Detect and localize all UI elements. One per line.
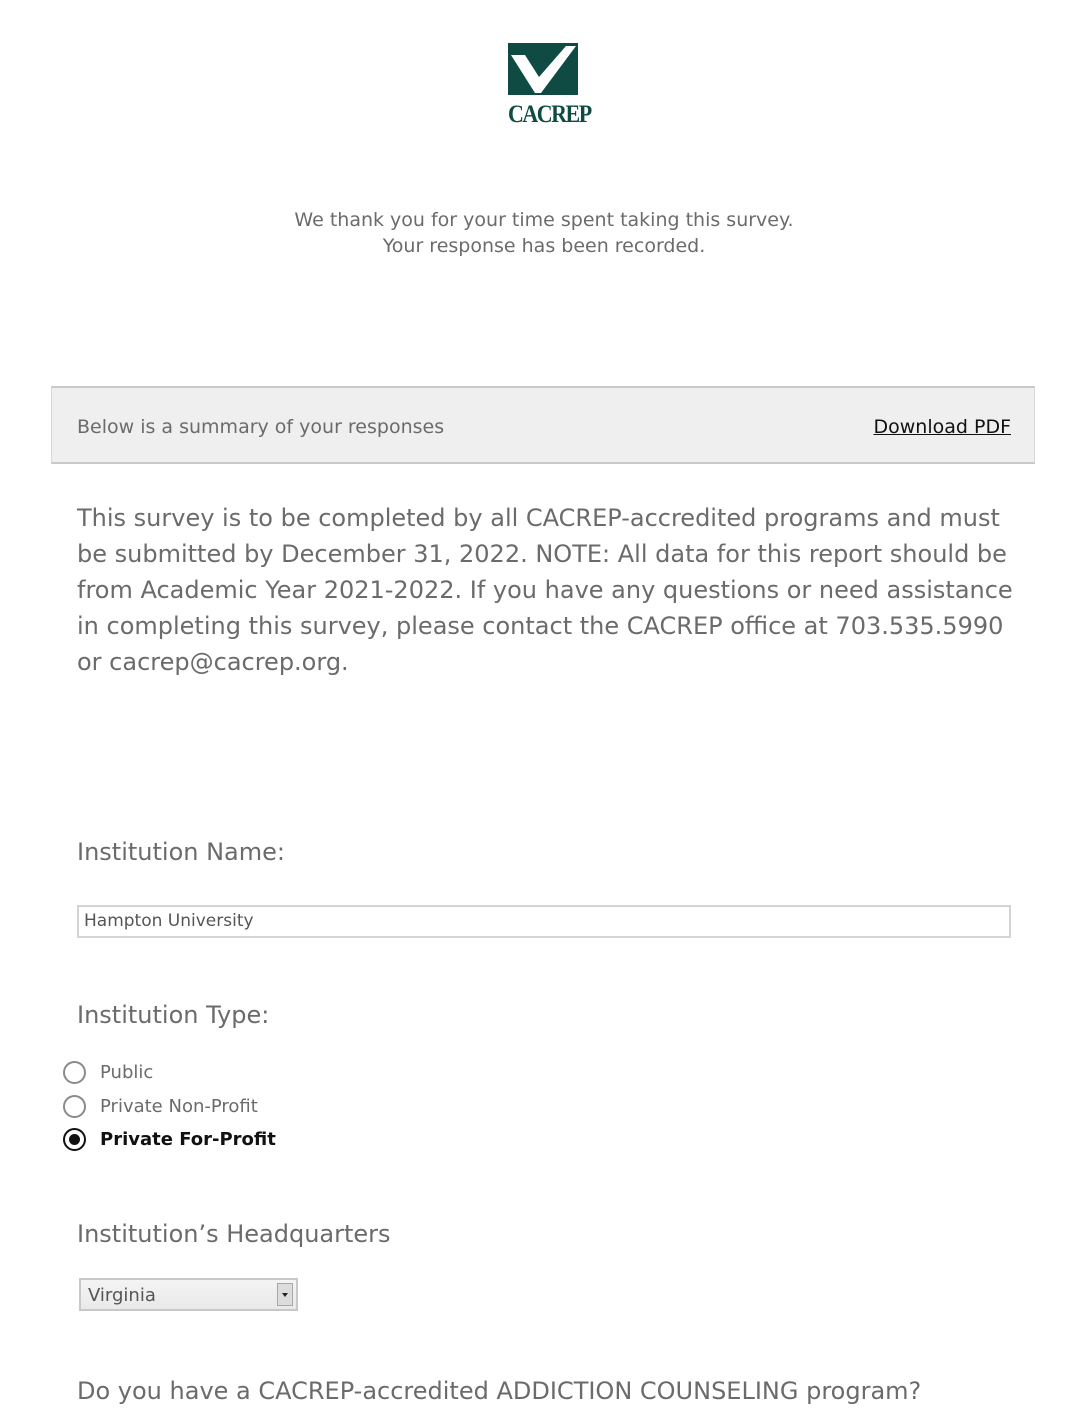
institution-name-label: Institution Name: — [77, 838, 285, 866]
summary-text: Below is a summary of your responses — [77, 416, 445, 438]
headquarters-label: Institution’s Headquarters — [77, 1220, 391, 1248]
radio-button[interactable] — [63, 1061, 86, 1084]
thank-you-message — [0, 207, 1088, 259]
radio-label: Private Non-Profit — [100, 1095, 258, 1117]
logo-mark — [508, 43, 578, 95]
headquarters-select[interactable] — [79, 1278, 298, 1311]
radio-button[interactable] — [63, 1095, 86, 1118]
radio-option-private-for-profit[interactable] — [63, 1125, 276, 1153]
radio-option-private-non-profit[interactable] — [63, 1092, 258, 1120]
radio-option-public[interactable] — [63, 1058, 153, 1086]
summary-bar — [51, 386, 1035, 464]
radio-button-selected[interactable] — [63, 1128, 86, 1151]
institution-type-label: Institution Type: — [77, 1001, 270, 1029]
thank-you-line-1: We thank you for your time spent taking this survey. — [294, 209, 794, 231]
checkmark-icon — [508, 43, 578, 95]
survey-intro-text: This survey is to be completed by all CACREP-accredited programs and must be submitted by December 31, 2022. NOTE: All data for this report should be from Academic Year 2021-2022. If you have any questions or need assistance in completing this survey, please contact the CACREP office at 703.535.5990 or cacrep@cacrep.org. — [77, 504, 1013, 676]
institution-name-input[interactable]: Hampton University — [77, 905, 1011, 938]
headquarters-select-value: Virginia — [88, 1285, 156, 1306]
dropdown-arrow-icon[interactable] — [277, 1283, 293, 1306]
addiction-program-label: Do you have a CACREP-accredited ADDICTION COUNSELING program? — [77, 1377, 922, 1405]
radio-label: Public — [100, 1061, 154, 1083]
thank-you-line-2: Your response has been recorded. — [382, 235, 706, 257]
cacrep-logo — [508, 43, 591, 128]
download-pdf-link[interactable]: Download PDF — [873, 416, 1011, 438]
radio-label: Private For-Profit — [100, 1128, 276, 1150]
logo-text: CACREP — [508, 99, 591, 128]
